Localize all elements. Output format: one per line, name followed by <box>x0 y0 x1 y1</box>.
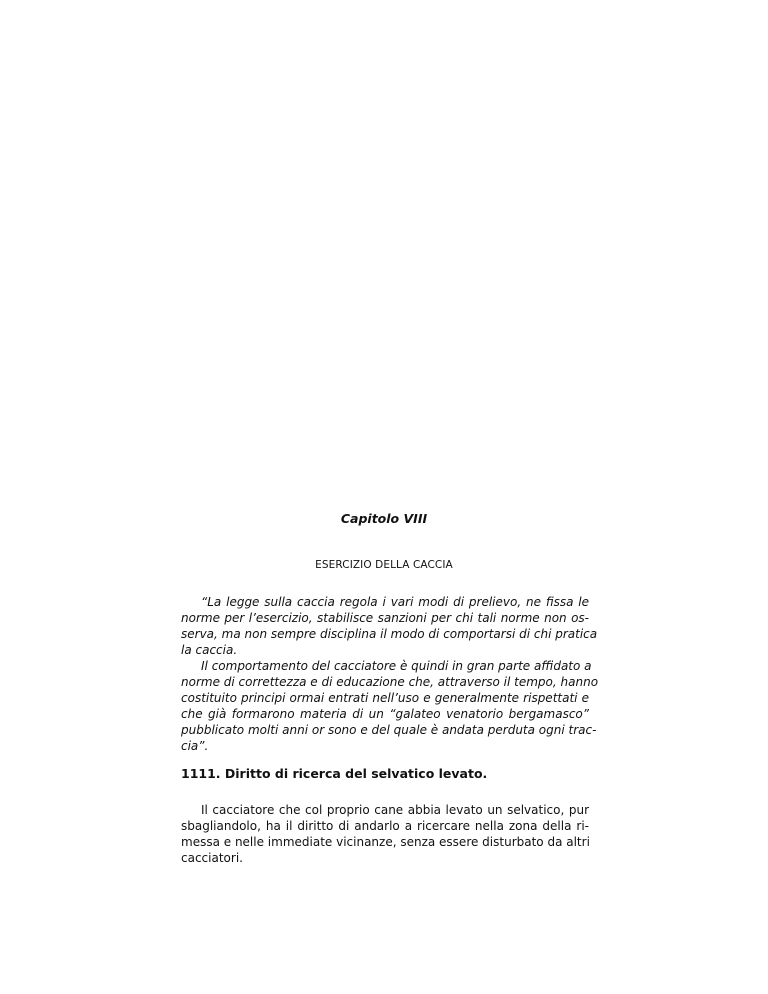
quote-line: costituito principi ormai entrati nell’uso e generalmente rispettati e <box>181 691 589 705</box>
quote-line: norme di correttezza e di educazione che, attraverso il tempo, hanno <box>181 675 599 689</box>
paragraph-line: Il cacciatore che col proprio cane abbia levato un selvatico, pur <box>201 803 589 817</box>
section-paragraph <box>181 802 589 866</box>
quote-line: pubblicato molti anni or sono e del quale è andata perduta ogni trac- <box>181 723 597 737</box>
quote-line: norme per l’esercizio, stabilisce sanzioni per chi tali norme non os- <box>181 611 589 625</box>
paragraph-line: cacciatori. <box>181 851 243 865</box>
quote-line: la caccia. <box>181 643 238 657</box>
epigraph-quote <box>181 594 599 754</box>
quote-line: serva, ma non sempre disciplina il modo di comportarsi di chi pratica <box>181 627 598 641</box>
quote-line: “La legge sulla caccia regola i vari modi di prelievo, ne fissa le <box>201 595 589 609</box>
quote-line: cia”. <box>181 739 209 753</box>
quote-line: che già formarono materia di un “galateo venatorio bergamasco” <box>181 707 589 721</box>
paragraph-line: sbagliandolo, ha il diritto di andarlo a ricercare nella zona della ri- <box>181 819 589 833</box>
quote-line: Il comportamento del cacciatore è quindi in gran parte affidato a <box>201 659 592 673</box>
paragraph-line: messa e nelle immediate vicinanze, senza essere disturbato da altri <box>181 835 590 849</box>
chapter-subtitle: ESERCIZIO DELLA CACCIA <box>315 559 453 571</box>
chapter-title: Capitolo VIII <box>340 511 428 526</box>
section-heading: 1111. Diritto di ricerca del selvatico levato. <box>181 766 488 781</box>
